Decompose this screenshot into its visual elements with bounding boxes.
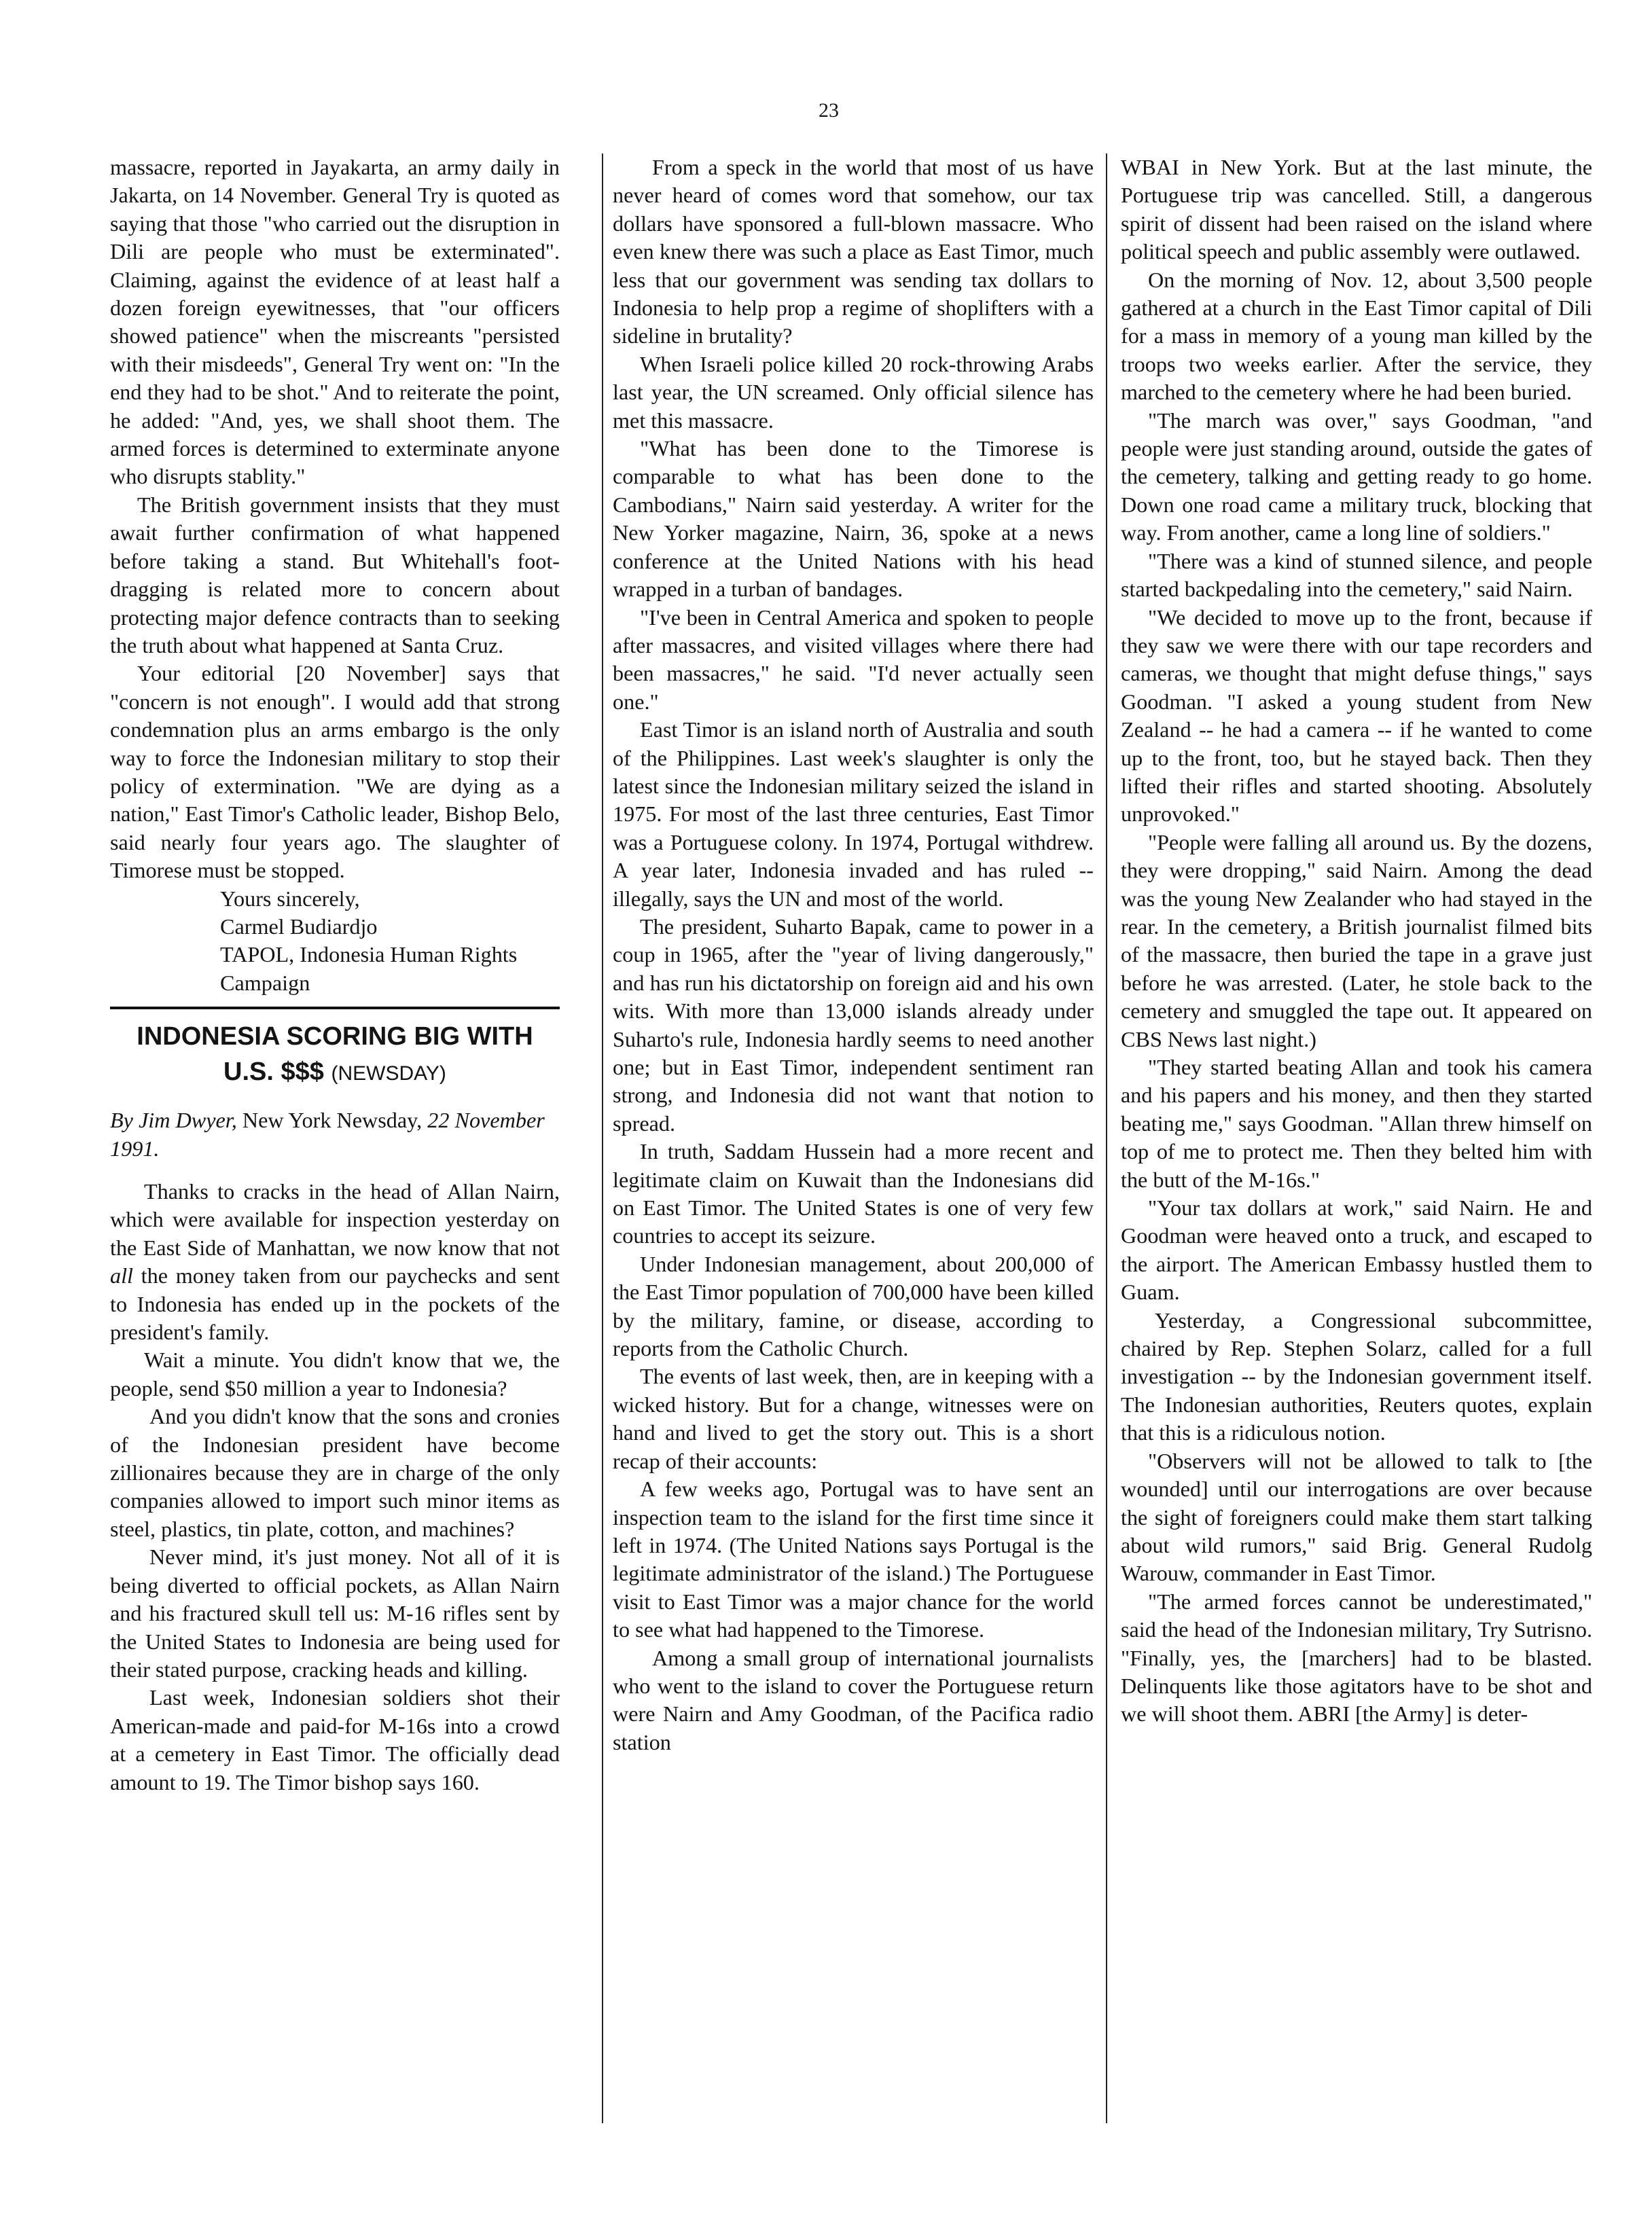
byline-publication: New York Newsday, xyxy=(242,1108,423,1133)
article-byline xyxy=(110,1106,560,1163)
article-paragraph: Among a small group of international journalists who went to the island to cover the Portuguese return were Nairn and Amy Goodman, of the Pacifica radio station xyxy=(613,1645,1094,1754)
article-paragraph: WBAI in New York. But at the last minute, the Portuguese trip was cancelled. Still, a dangerous spirit of dissent had been raised on the island where political speech and public assembly were outlawed. xyxy=(1121,155,1592,264)
article-paragraph: The events of last week, then, are in keeping with a wicked history. But for a change, witnesses were on hand and lived to get the story out. This is a short recap of their accounts: xyxy=(613,1364,1094,1473)
letter-paragraph: massacre, reported in Jayakarta, an army daily in Jakarta, on 14 November. General Try is quoted as saying that those "who carried out the disruption in Dili are people who must be exterminated". Claiming, against the evidence of at least half a dozen foreign eyewitnesses, that "our officers showed patience" when the miscreants "persisted with their misdeeds", General Try went on: "In the end they had to be shot." And to reiterate the point, he added: "And, yes, we shall shoot them. The armed forces is determined to exterminate anyone who disrupts stablity." xyxy=(110,155,560,489)
article-paragraph: "The armed forces cannot be underestimated," said the head of the Indonesian military, Try Sutrisno. "Finally, yes, the [marchers] had to be blasted. Delinquents like those agitators have to be shot and we will shoot them. ABRI [the Army] is deter- xyxy=(1121,1589,1592,1727)
column-middle xyxy=(613,154,1094,1756)
article-headline xyxy=(110,1019,560,1091)
section-rule xyxy=(110,1007,560,1009)
signature-name: Carmel Budiardjo xyxy=(220,914,378,939)
article-paragraph: Wait a minute. You didn't know that we, the people, send $50 million a year to Indonesia? xyxy=(110,1348,560,1401)
article-paragraph: "The march was over," says Goodman, "and people were just standing around, outside the gates of the cemetery, talking and getting ready to go home. Down one road came a military truck, blocking that way. From another, came a long line of soldiers." xyxy=(1121,408,1592,545)
article-paragraph: Under Indonesian management, about 200,000 of the East Timor population of 700,000 have been killed by the military, famine, or disease, according to reports from the Catholic Church. xyxy=(613,1251,1094,1361)
article-paragraph: The president, Suharto Bapak, came to power in a coup in 1965, after the "year of living dangerously," and has run his dictatorship on foreign aid and his own wits. With more than 13,000 islands already under Suharto's rule, Indonesia hardly seems to need another one; but in East Timor, independent sentiment ran strong, and Indonesia did not want that notion to spread. xyxy=(613,914,1094,1136)
signature-closing: Yours sincerely, xyxy=(220,886,360,911)
signature-organization: TAPOL, Indonesia Human Rights Campaign xyxy=(220,942,518,995)
paragraph-text: the money taken from our paychecks and sent to Indonesia has ended up in the pockets of the president's family. xyxy=(110,1263,560,1345)
article-paragraph: A few weeks ago, Portugal was to have sent an inspection team to the island for the first time since it left in 1974. (The United Nations says Portugal is the legitimate administrator of the island.) The Portuguese visit to East Timor was a major chance for the world to see what had happened to the Timorese. xyxy=(613,1477,1094,1642)
article-paragraph: "People were falling all around us. By the dozens, they were dropping," said Nairn. Among the dead was the young New Zealander who had stayed in the rear. In the cemetery, a British journalist filmed bits of the massacre, then buried the tape in a grave just before he was arrested. (Later, he stole back to the cemetery and smuggled the tape out. It appeared on CBS News last night.) xyxy=(1121,829,1592,1051)
article-paragraph: "There was a kind of stunned silence, and people started backpedaling into the cemetery," said Nairn. xyxy=(1121,548,1592,602)
column-divider-right xyxy=(1106,154,1107,2123)
article-paragraph: East Timor is an island north of Australia and south of the Philippines. Last week's slaughter is only the latest since the Indonesian military seized the island in 1975. For most of the last three centuries, East Timor was a Portuguese colony. In 1974, Portugal withdrew. A year later, Indonesia invaded and has ruled -- illegally, says the UN and most of the world. xyxy=(613,717,1094,911)
column-right xyxy=(1121,154,1592,1729)
letter-paragraph: Your editorial [20 November] says that "concern is not enough". I would add that strong condemnation plus an arms embargo is the only way to force the Indonesian military to stop their policy of extermination. "We are dying as a nation," East Timor's Catholic leader, Bishop Belo, said nearly four years ago. The slaughter of Timorese must be stopped. xyxy=(110,661,560,883)
byline-date: 22 November 1991. xyxy=(110,1108,545,1161)
page-number: 23 xyxy=(819,99,839,122)
article-paragraph xyxy=(110,1178,560,1346)
paragraph-text: Thanks to cracks in the head of Allan Nairn, which were available for inspection yesterday on the East Side of Manhattan, we now know that not xyxy=(110,1179,560,1260)
article-paragraph: "I've been in Central America and spoken to people after massacres, and visited villages where there had been massacres," he said. "I'd never actually seen one." xyxy=(613,604,1094,714)
article-paragraph: "Observers will not be allowed to talk to [the wounded] until our interrogations are over because the sight of foreigners could make them start talking about wild rumors," said Brig. General Rudolg Warouw, commander in East Timor. xyxy=(1121,1448,1592,1586)
article-paragraph: And you didn't know that the sons and cronies of the Indonesian president have become zillionaires because they are in charge of the only companies allowed to import such minor items as steel, plastics, tin plate, cotton, and machines? xyxy=(110,1404,560,1541)
column-divider-left xyxy=(602,154,603,2123)
column-left xyxy=(110,154,560,1796)
article-paragraph: On the morning of Nov. 12, about 3,500 people gathered at a church in the East Timor capital of Dili for a mass in memory of a young man killed by the troops two weeks earlier. After the service, they marched to the cemetery where he had been buried. xyxy=(1121,267,1592,405)
article-paragraph: Never mind, it's just money. Not all of it is being diverted to official pockets, as Allan Nairn and his fractured skull tell us: M-16 rifles sent by the United States to Indonesia are being used for their stated purpose, cracking heads and killing. xyxy=(110,1545,560,1682)
letter-signature xyxy=(110,885,560,998)
letter-paragraph: The British government insists that they must await further confirmation of what happened before taking a stand. But Whitehall's foot-dragging is related more to concern about protecting major defence contracts than to seeking the truth about what happened at Santa Cruz. xyxy=(110,492,560,657)
article-paragraph: Last week, Indonesian soldiers shot their American-made and paid-for M-16s into a crowd at a cemetery in East Timor. The officially dead amount to 19. The Timor bishop says 160. xyxy=(110,1685,560,1794)
headline-source: (NEWSDAY) xyxy=(331,1062,446,1085)
article-paragraph: From a speck in the world that most of us have never heard of comes word that somehow, our tax dollars have sponsored a full-blown massacre. Who even knew there was such a place as East Timor, much less that our government was sending tax dollars to Indonesia to help prop a regime of shoplifters with a sideline in brutality? xyxy=(613,155,1094,348)
article-paragraph: Yesterday, a Congressional subcommittee, chaired by Rep. Stephen Solarz, called for a full investigation -- by the Indonesian government itself. The Indonesian authorities, Reuters quotes, explain that this is a ridiculous notion. xyxy=(1121,1307,1592,1445)
article-paragraph: "We decided to move up to the front, because if they saw we were there with our tape recorders and cameras, we thought that might defuse things," says Goodman. "I asked a young student from New Zealand -- he had a camera -- if he wanted to come up to the front, too, but he stayed back. Then they lifted their rifles and started shooting. Absolutely unprovoked." xyxy=(1121,604,1592,827)
article-paragraph: In truth, Saddam Hussein had a more recent and legitimate claim on Kuwait than the Indonesians did on East Timor. The United States is one of very few countries to accept its seizure. xyxy=(613,1139,1094,1248)
headline-text: INDONESIA SCORING BIG WITH U.S. $$$ xyxy=(137,1022,533,1087)
byline-author: By Jim Dwyer, xyxy=(110,1108,237,1133)
emphasis-word: all xyxy=(110,1263,133,1288)
article-paragraph: "What has been done to the Timorese is comparable to what has been done to the Cambodians," Nairn said yesterday. A writer for the New Yorker magazine, Nairn, 36, spoke at a news conference at the United Nations with his head wrapped in a turban of bandages. xyxy=(613,436,1094,602)
article-paragraph: When Israeli police killed 20 rock-throwing Arabs last year, the UN screamed. Only official silence has met this massacre. xyxy=(613,351,1094,433)
article-paragraph: "Your tax dollars at work," said Nairn. He and Goodman were heaved onto a truck, and escaped to the airport. The American Embassy hustled them to Guam. xyxy=(1121,1195,1592,1305)
article-paragraph: "They started beating Allan and took his camera and his papers and his money, and then they started beating me," says Goodman. "Allan threw himself on top of me to protect me. Then they belted him with the butt of the M-16s." xyxy=(1121,1055,1592,1192)
